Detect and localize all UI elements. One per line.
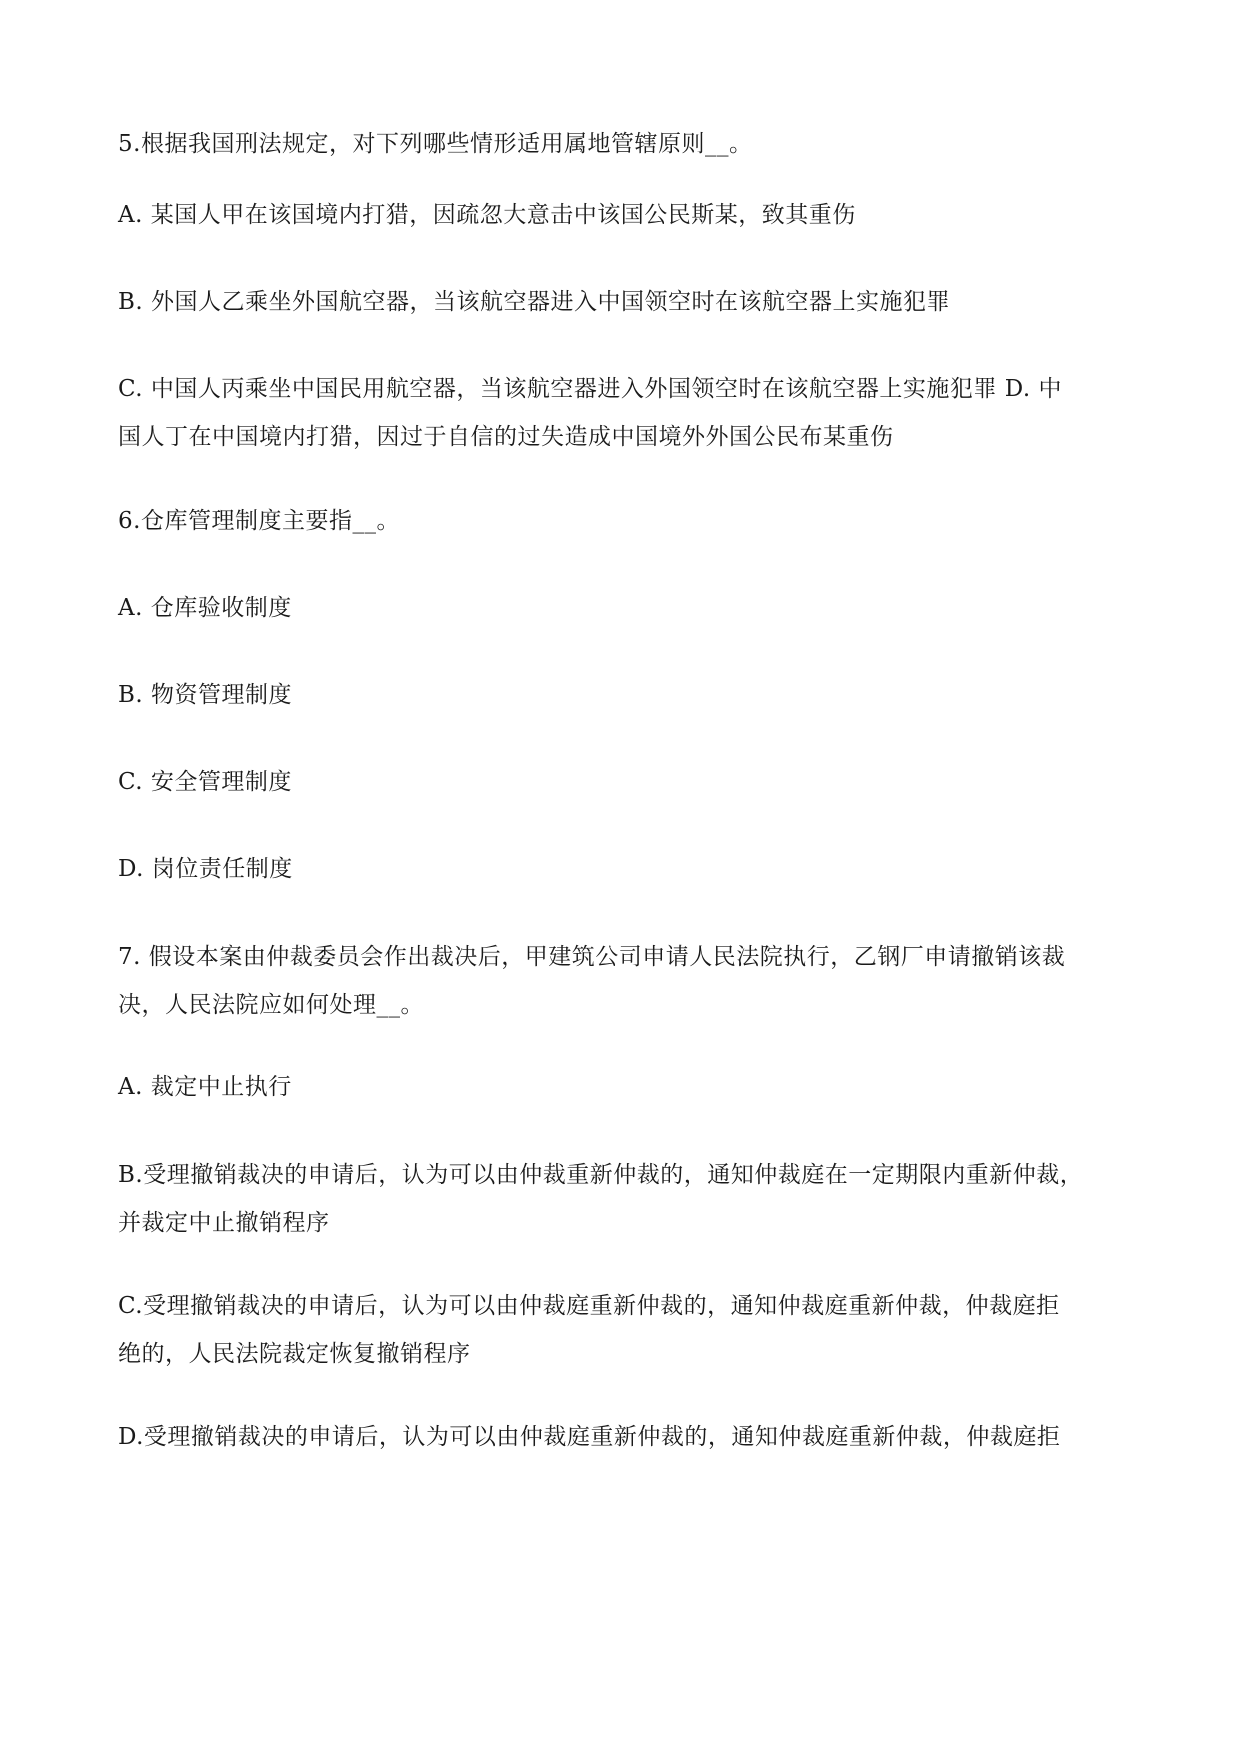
question-5-option-b: B. 外国人乙乘坐外国航空器，当该航空器进入中国领空时在该航空器上实施犯罪 (118, 289, 951, 315)
question-5-option-c-d-line-1: C. 中国人丙乘坐中国民用航空器，当该航空器进入外国领空时在该航空器上实施犯罪 D. 中 (118, 376, 1062, 402)
question-5-option-a: A. 某国人甲在该国境内打猎，因疏忽大意击中该国公民斯某，致其重伤 (118, 202, 856, 228)
question-6-option-c: C. 安全管理制度 (118, 769, 292, 795)
question-7-option-b-line-2: 并裁定中止撤销程序 (118, 1210, 330, 1236)
question-7-option-c (118, 1282, 1128, 1378)
question-7-option-d: D.受理撤销裁决的申请后，认为可以由仲裁庭重新仲裁的，通知仲裁庭重新仲裁，仲裁庭拒 (118, 1424, 1061, 1450)
question-6-stem: 6.仓库管理制度主要指__。 (118, 508, 400, 534)
question-7-option-a: A. 裁定中止执行 (118, 1074, 292, 1100)
question-7-stem-line-1: 7. 假设本案由仲裁委员会作出裁决后，甲建筑公司申请人民法院执行，乙钢厂申请撤销该裁 (118, 944, 1066, 970)
question-7-stem (118, 933, 1128, 1029)
question-5-option-c-d-line-2: 国人丁在中国境内打猎，因过于自信的过失造成中国境外外国公民布某重伤 (118, 424, 894, 450)
question-6-option-b: B. 物资管理制度 (118, 682, 293, 708)
question-7-stem-line-2: 决，人民法院应如何处理__。 (118, 992, 424, 1018)
question-5-option-c-d (118, 365, 1128, 461)
question-6-option-a: A. 仓库验收制度 (118, 595, 292, 621)
question-7-option-b (118, 1151, 1128, 1247)
question-5-stem: 5.根据我国刑法规定，对下列哪些情形适用属地管辖原则__。 (118, 131, 753, 157)
question-7-option-c-line-1: C.受理撤销裁决的申请后，认为可以由仲裁庭重新仲裁的，通知仲裁庭重新仲裁，仲裁庭拒 (118, 1293, 1060, 1319)
question-6-option-d: D. 岗位责任制度 (118, 856, 293, 882)
question-7-option-b-line-1: B.受理撤销裁决的申请后，认为可以由仲裁重新仲裁的，通知仲裁庭在一定期限内重新仲裁， (118, 1162, 1084, 1188)
question-7-option-c-line-2: 绝的，人民法院裁定恢复撤销程序 (118, 1341, 471, 1367)
